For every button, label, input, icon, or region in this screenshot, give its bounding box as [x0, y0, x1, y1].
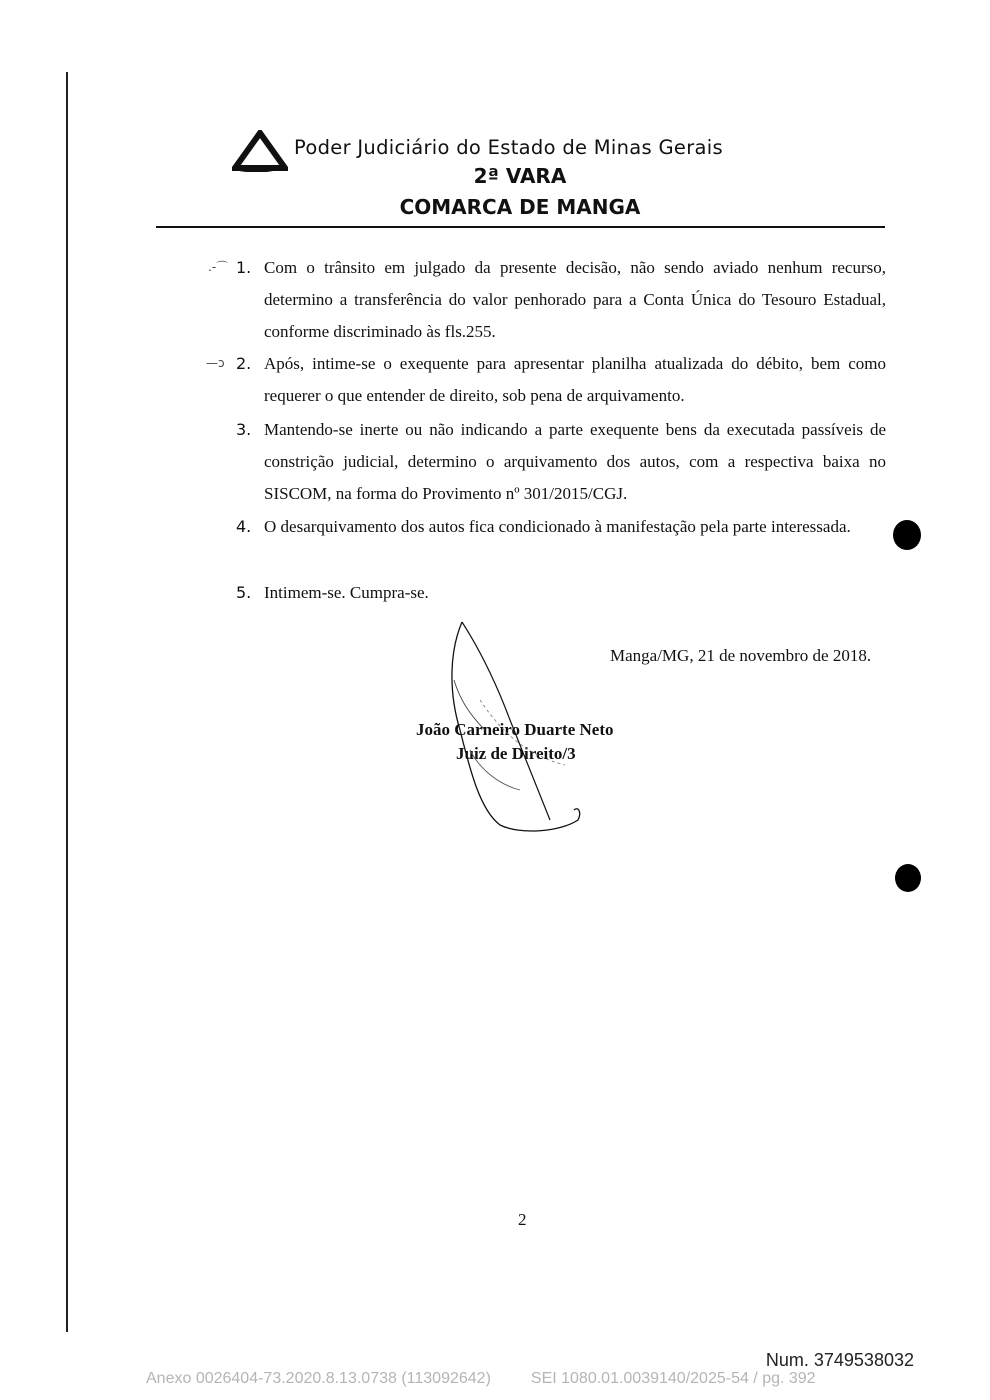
punch-hole: [893, 520, 921, 550]
court-name: Poder Judiciário do Estado de Minas Gerais: [294, 136, 723, 159]
list-item: [236, 348, 886, 412]
item-number: 4.: [236, 517, 252, 536]
item-text: Após, intime-se o exequente para apresentar planilha atualizada do débito, bem como requerer o que entender de direito, sob pena de arquivamento.: [264, 354, 886, 405]
annex-footer: [146, 1370, 816, 1388]
signer-name: João Carneiro Duarte Neto: [416, 720, 614, 739]
handwritten-mark: .-⌒: [208, 260, 229, 274]
item-number: 1.: [236, 258, 252, 277]
header-rule: [156, 226, 885, 228]
sei-reference: SEI 1080.01.0039140/2025-54 / pg. 392: [530, 1370, 816, 1387]
punch-hole: [895, 864, 921, 892]
annex-reference: Anexo 0026404-73.2020.8.13.0738 (113092642): [146, 1370, 491, 1387]
handwritten-mark: —ᴐ: [206, 356, 225, 370]
item-text: Intimem-se. Cumpra-se.: [264, 583, 429, 602]
comarca-title: COMARCA DE MANGA: [399, 195, 641, 219]
list-item: [236, 577, 886, 609]
list-item: [236, 252, 886, 348]
item-number: 2.: [236, 354, 252, 373]
item-number: 3.: [236, 420, 252, 439]
date-line: Manga/MG, 21 de novembro de 2018.: [610, 646, 872, 665]
margin-line: [66, 72, 68, 1332]
list-item: [236, 511, 886, 543]
item-number: 5.: [236, 583, 252, 602]
signer-role: Juiz de Direito/3: [456, 744, 576, 763]
page-number: 2: [518, 1210, 527, 1229]
item-text: Com o trânsito em julgado da presente decisão, não sendo aviado nenhum recurso, determino a transferência do valor penhorado para a Conta Única do Tesouro Estadual, conforme discriminado às fls.255.: [264, 258, 886, 341]
item-text: O desarquivamento dos autos fica condicionado à manifestação pela parte interessada.: [264, 517, 851, 536]
handwritten-signature: [440, 620, 600, 840]
vara-title: 2ª VARA: [473, 164, 567, 188]
list-item: [236, 414, 886, 510]
item-text: Mantendo-se inerte ou não indicando a parte exequente bens da executada passíveis de constrição judicial, determino o arquivamento dos autos, com a respectiva baixa no SISCOM, na forma do Provimento nº 301/2015/CGJ.: [264, 420, 886, 503]
document-number: Num. 3749538032: [765, 1350, 914, 1370]
